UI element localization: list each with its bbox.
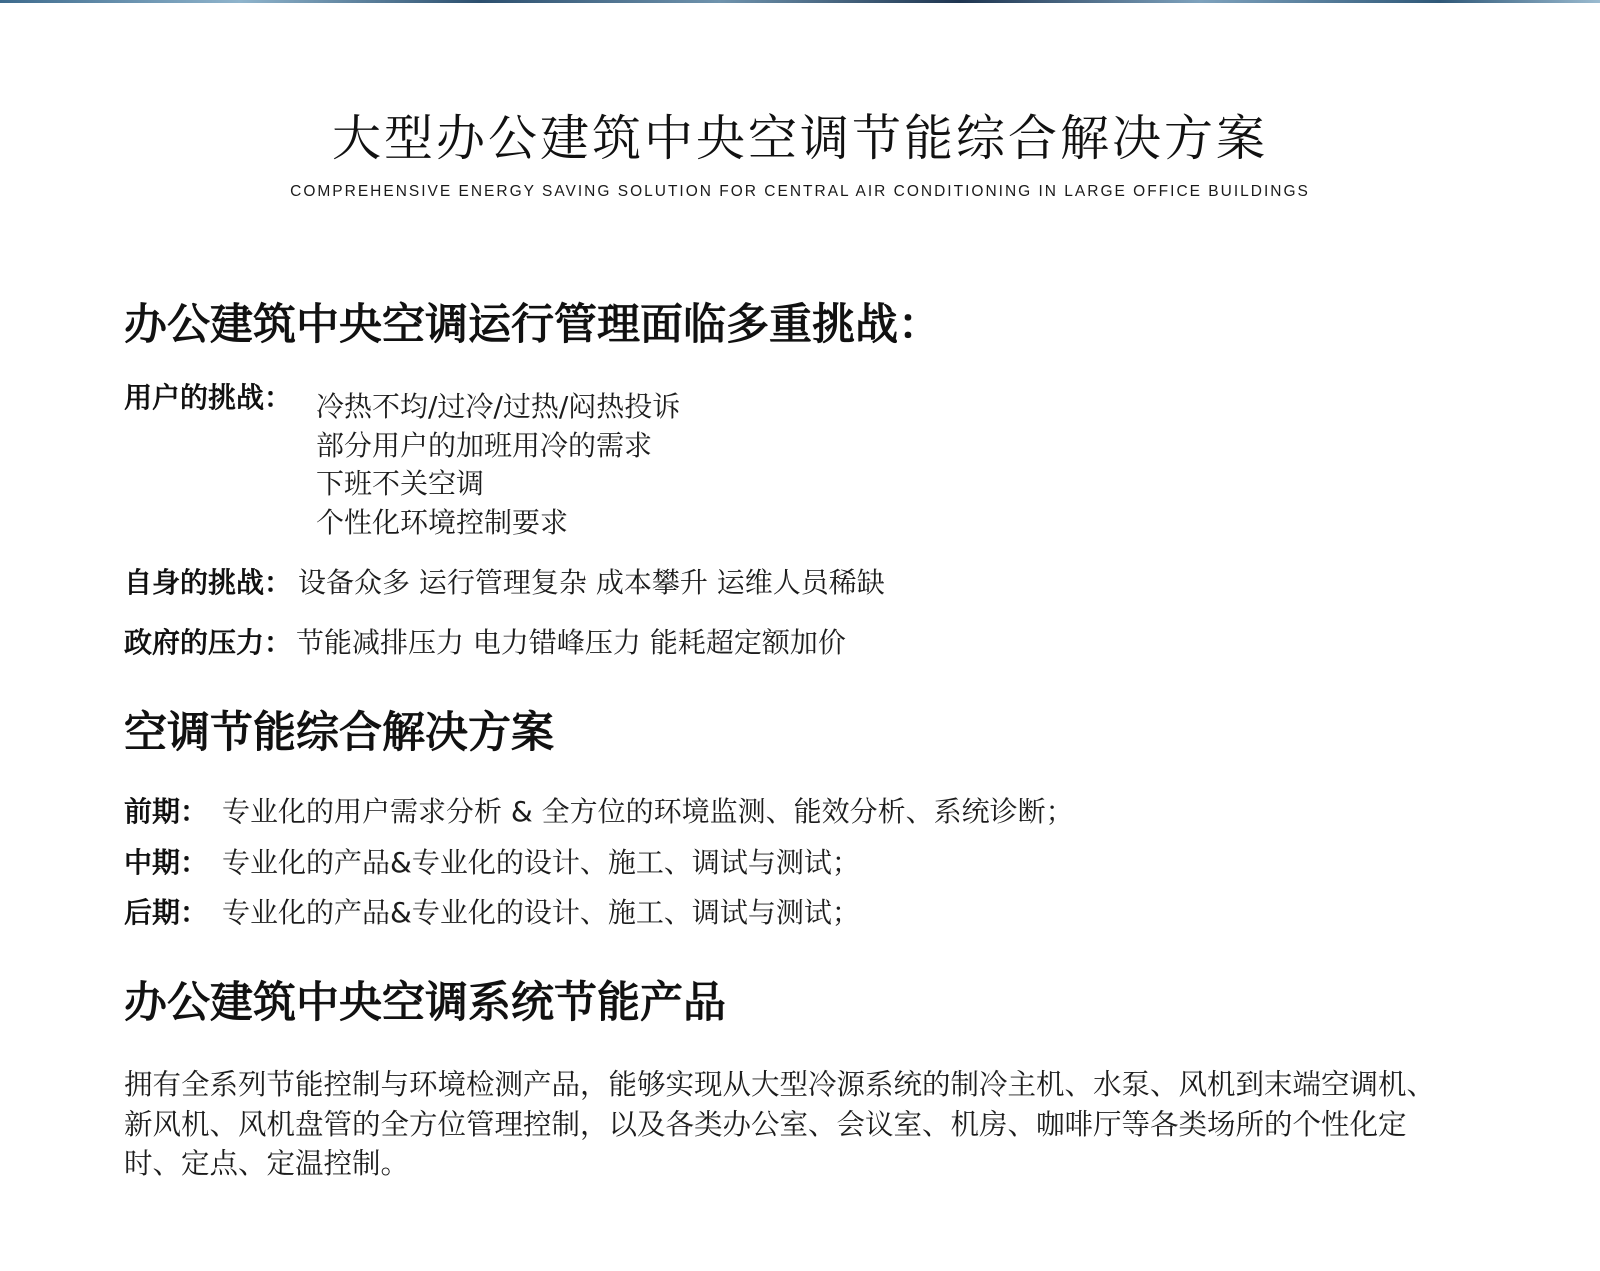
government-pressure-label: 政府的压力： [124, 626, 293, 659]
government-pressure-text: 节能减排压力 电力错峰压力 能耗超定额加价 [296, 626, 846, 659]
user-challenge-label: 用户的挑战： [124, 381, 293, 414]
list-item: 下班不关空调 [316, 467, 485, 500]
list-item: 冷热不均/过冷/过热/闷热投诉 [316, 390, 681, 423]
phase-text: 专业化的用户需求分析 & 全方位的环境监测、能效分析、系统诊断； [222, 795, 1074, 828]
phase-row-middle [124, 844, 860, 882]
products-paragraph: 拥有全系列节能控制与环境检测产品，能够实现从大型冷源系统的制冷主机、水泵、风机到末端空调机、新风机、风机盘管的全方位管理控制，以及各类办公室、会议室、机房、咖啡厅等各类场所的个性化定时、定点、定温控制。 [124, 1068, 1436, 1180]
user-challenge-list [316, 388, 680, 542]
phase-label: 前期： [124, 795, 209, 828]
phase-row-early [124, 793, 1074, 831]
top-banner-strip [0, 0, 1600, 3]
self-challenge-row [124, 564, 885, 602]
page-header [0, 108, 1600, 202]
list-item: 部分用户的加班用冷的需求 [316, 428, 653, 462]
page-title: 大型办公建筑中央空调节能综合解决方案 [331, 110, 1268, 167]
solution-heading: 空调节能综合解决方案 [124, 708, 554, 758]
self-challenge-text: 设备众多 运行管理复杂 成本攀升 运维人员稀缺 [298, 566, 885, 599]
self-challenge-label: 自身的挑战： [124, 566, 293, 599]
products-heading: 办公建筑中央空调系统节能产品 [124, 978, 726, 1028]
phase-row-late [124, 894, 860, 932]
government-pressure-row [124, 624, 846, 662]
list-item: 个性化环境控制要求 [316, 505, 569, 539]
challenges-heading: 办公建筑中央空调运行管理面临多重挑战： [124, 300, 941, 350]
phase-label: 后期： [124, 896, 209, 929]
phase-text: 专业化的产品&专业化的设计、施工、调试与测试； [222, 896, 860, 929]
page-subtitle: COMPREHENSIVE ENERGY SAVING SOLUTION FOR CENTRAL AIR CONDITIONING IN LARGE OFFICE BUILDINGS [290, 183, 1310, 200]
phase-label: 中期： [124, 846, 209, 879]
user-challenge-row [124, 379, 292, 417]
phase-text: 专业化的产品&专业化的设计、施工、调试与测试； [222, 846, 860, 879]
